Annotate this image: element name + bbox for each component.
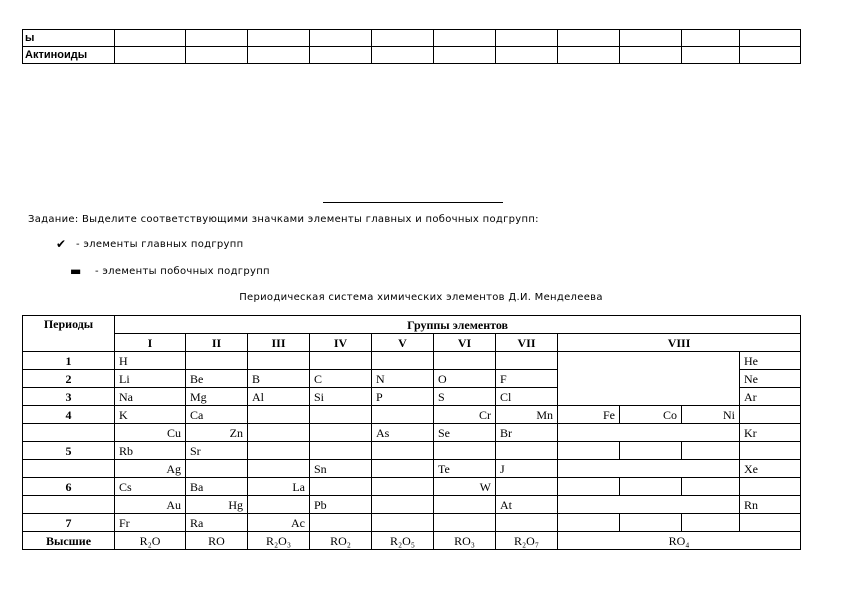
- oxide-formula: R₂O₃: [248, 532, 310, 550]
- element-cell: Si: [310, 388, 372, 406]
- group-label: VII: [496, 334, 558, 352]
- element-cell: B: [248, 370, 310, 388]
- element-cell: H: [115, 352, 186, 370]
- element-cell: At: [496, 496, 558, 514]
- element-cell: Se: [434, 424, 496, 442]
- element-cell: Mg: [186, 388, 248, 406]
- element-cell: N: [372, 370, 434, 388]
- row-label: Актиноиды: [23, 47, 115, 64]
- group-label: II: [186, 334, 248, 352]
- element-cell: La: [248, 478, 310, 496]
- element-cell: Xe: [740, 460, 801, 478]
- lanthanide-actinide-table: [22, 29, 801, 64]
- table-row: [23, 47, 801, 64]
- oxide-formula: RO₂: [310, 532, 372, 550]
- element-cell: P: [372, 388, 434, 406]
- group-label: VIII: [558, 334, 801, 352]
- element-cell: Be: [186, 370, 248, 388]
- table-row: [23, 352, 801, 370]
- element-cell: Na: [115, 388, 186, 406]
- element-cell: Rb: [115, 442, 186, 460]
- period-number: 5: [23, 442, 115, 460]
- checkmark-icon: ✔: [56, 237, 67, 251]
- element-cell: Ar: [740, 388, 801, 406]
- element-cell: J: [496, 460, 558, 478]
- legend-main-subgroups: - элементы главных подгрупп: [76, 239, 244, 250]
- element-cell: Sr: [186, 442, 248, 460]
- table-row: [23, 496, 801, 514]
- table-row: [23, 514, 801, 532]
- oxide-formula: RO: [186, 532, 248, 550]
- oxides-label: Высшие: [23, 532, 115, 550]
- element-cell: Hg: [186, 496, 248, 514]
- oxides-row: [23, 532, 801, 550]
- element-cell: Li: [115, 370, 186, 388]
- element-cell: Al: [248, 388, 310, 406]
- oxide-formula: RO₄: [558, 532, 801, 550]
- period-number: 4: [23, 406, 115, 424]
- element-cell: Fe: [558, 406, 620, 424]
- dash-icon: ▬: [70, 264, 82, 278]
- table-row: [23, 442, 801, 460]
- periodic-table: [22, 315, 801, 550]
- oxide-formula: RO₃: [434, 532, 496, 550]
- element-cell: Co: [620, 406, 682, 424]
- group-label: I: [115, 334, 186, 352]
- element-cell: Sn: [310, 460, 372, 478]
- period-number: 6: [23, 478, 115, 496]
- groups-header: Группы элементов: [115, 316, 801, 334]
- period-number: 1: [23, 352, 115, 370]
- element-cell: Ac: [248, 514, 310, 532]
- table-row: [23, 460, 801, 478]
- period-number: 7: [23, 514, 115, 532]
- group-label: V: [372, 334, 434, 352]
- table-row: [23, 406, 801, 424]
- element-cell: Ba: [186, 478, 248, 496]
- group-label: VI: [434, 334, 496, 352]
- element-cell: F: [496, 370, 558, 388]
- table-row: [23, 30, 801, 47]
- element-cell: He: [740, 352, 801, 370]
- element-cell: Cu: [115, 424, 186, 442]
- periods-header: Периоды: [23, 316, 115, 352]
- element-cell: O: [434, 370, 496, 388]
- legend-side-subgroups: - элементы побочных подгрупп: [95, 266, 270, 277]
- element-cell: Mn: [496, 406, 558, 424]
- element-cell: Kr: [740, 424, 801, 442]
- element-cell: Rn: [740, 496, 801, 514]
- element-cell: Ca: [186, 406, 248, 424]
- group-label: III: [248, 334, 310, 352]
- element-cell: Ne: [740, 370, 801, 388]
- element-cell: Pb: [310, 496, 372, 514]
- element-cell: Au: [115, 496, 186, 514]
- element-cell: Cs: [115, 478, 186, 496]
- table-row: [23, 424, 801, 442]
- element-cell: W: [434, 478, 496, 496]
- element-cell: As: [372, 424, 434, 442]
- header-row: [23, 316, 801, 334]
- row-label: ы: [23, 30, 115, 47]
- element-cell: Zn: [186, 424, 248, 442]
- element-cell: Ag: [115, 460, 186, 478]
- period-number: 2: [23, 370, 115, 388]
- oxide-formula: R₂O₅: [372, 532, 434, 550]
- table-row: [23, 478, 801, 496]
- group-label: IV: [310, 334, 372, 352]
- task-instruction: Задание: Выделите соответствующими значками элементы главных и побочных подгрупп:: [28, 214, 539, 225]
- separator-line: [323, 202, 503, 203]
- element-cell: Cr: [434, 406, 496, 424]
- element-cell: Ni: [682, 406, 740, 424]
- group-numbers-row: [23, 334, 801, 352]
- oxide-formula: R₂O: [115, 532, 186, 550]
- element-cell: K: [115, 406, 186, 424]
- period-number: 3: [23, 388, 115, 406]
- element-cell: S: [434, 388, 496, 406]
- oxide-formula: R₂O₇: [496, 532, 558, 550]
- element-cell: Fr: [115, 514, 186, 532]
- element-cell: Br: [496, 424, 558, 442]
- element-cell: C: [310, 370, 372, 388]
- element-cell: Cl: [496, 388, 558, 406]
- element-cell: Ra: [186, 514, 248, 532]
- element-cell: Te: [434, 460, 496, 478]
- periodic-table-title: Периодическая система химических элементов Д.И. Менделеева: [239, 292, 603, 303]
